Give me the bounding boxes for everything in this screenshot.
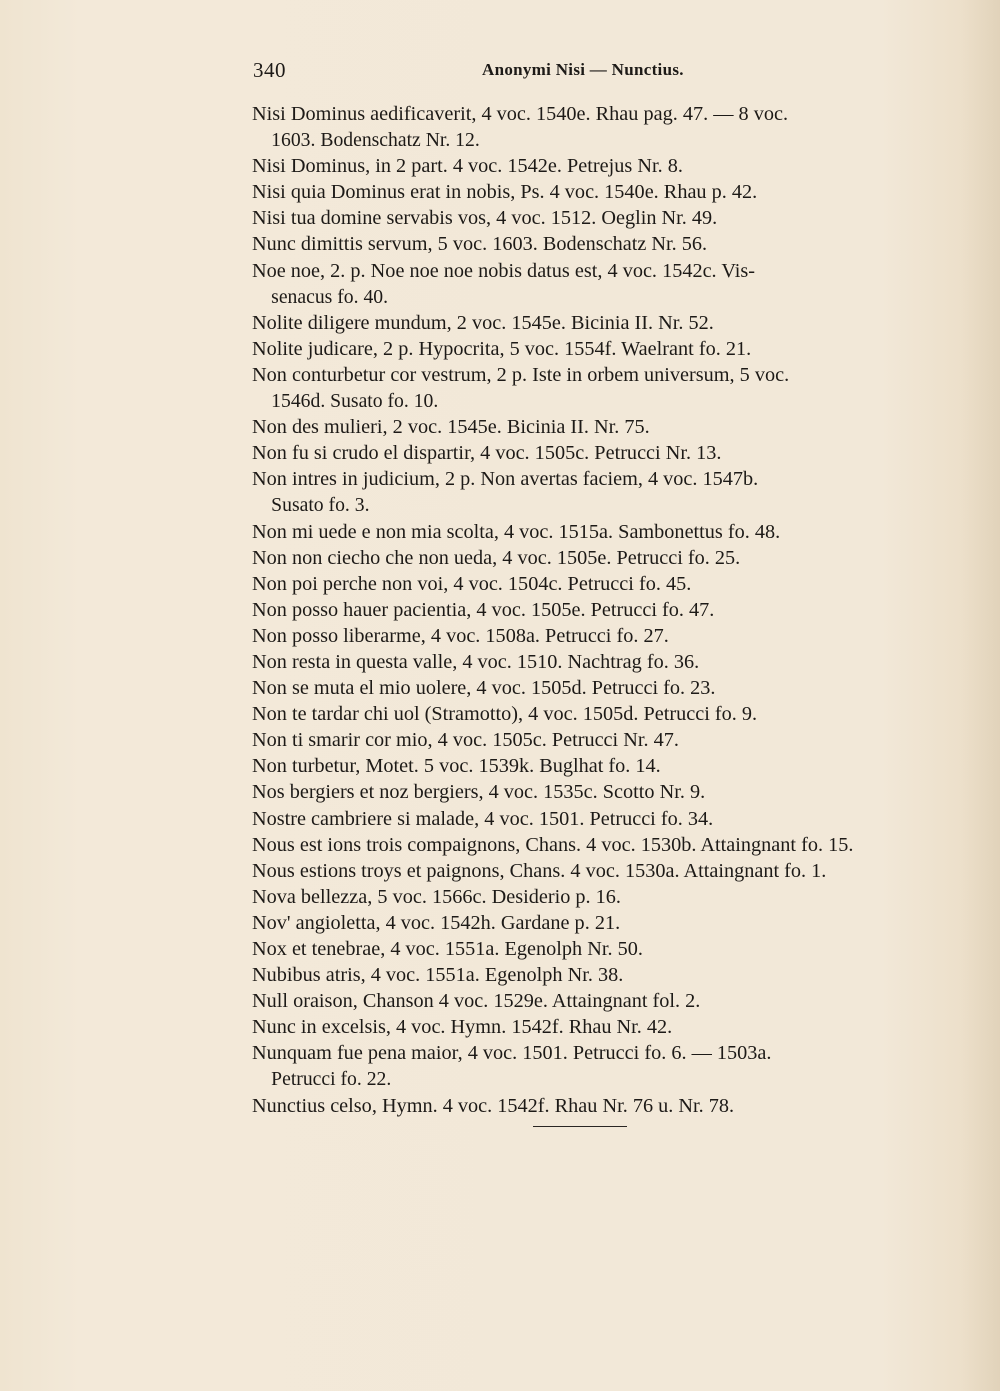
entry-line: Non mi uede e non mia scolta, 4 voc. 1515a. Sambonettus fo. 48. xyxy=(252,520,781,543)
entry-line: Nova bellezza, 5 voc. 1566c. Desiderio p. 16. xyxy=(252,885,621,908)
entry-line: Non turbetur, Motet. 5 voc. 1539k. Buglhat fo. 14. xyxy=(252,755,661,778)
catalog-entry xyxy=(252,440,932,466)
catalog-entry xyxy=(252,179,932,205)
catalog-entry xyxy=(252,779,932,805)
running-title: Anonymi Nisi — Nunctius. xyxy=(482,60,684,79)
entry-continuation-line: 1603. Bodenschatz Nr. 12. xyxy=(271,129,480,152)
entry-continuation-line: senacus fo. 40. xyxy=(271,285,389,308)
catalog-entry xyxy=(252,310,932,336)
catalog-entry xyxy=(252,466,932,518)
entry-line: Nolite judicare, 2 p. Hypocrita, 5 voc. 1554f. Waelrant fo. 21. xyxy=(252,337,752,360)
page-number: 340 xyxy=(253,58,286,82)
entry-line: Non posso liberarme, 4 voc. 1508a. Petrucci fo. 27. xyxy=(252,624,669,647)
catalog-entry xyxy=(252,362,932,414)
entry-line: Nisi quia Dominus erat in nobis, Ps. 4 voc. 1540e. Rhau p. 42. xyxy=(252,181,758,204)
entry-line: Non conturbetur cor vestrum, 2 p. Iste in orbem universum, 5 voc. xyxy=(252,363,790,386)
entry-line: Non ti smarir cor mio, 4 voc. 1505c. Petrucci Nr. 47. xyxy=(252,729,679,752)
catalog-entry xyxy=(252,884,932,910)
catalog-entry xyxy=(252,936,932,962)
entry-line: Non non ciecho che non ueda, 4 voc. 1505e. Petrucci fo. 25. xyxy=(252,546,741,569)
page-edge-shadow xyxy=(960,0,1000,1391)
catalog-entry xyxy=(252,623,932,649)
catalog-entry xyxy=(252,231,932,257)
catalog-entry xyxy=(252,910,932,936)
entry-line: Non resta in questa valle, 4 voc. 1510. Nachtrag fo. 36. xyxy=(252,650,700,673)
catalog-entry xyxy=(252,649,932,675)
entry-line: Nous est ions trois compaignons, Chans. 4 voc. 1530b. Attaingnant fo. 15. xyxy=(252,833,854,856)
entry-line: Nubibus atris, 4 voc. 1551a. Egenolph Nr. 38. xyxy=(252,964,624,987)
entry-line: Non posso hauer pacientia, 4 voc. 1505e. Petrucci fo. 47. xyxy=(252,598,715,621)
catalog-entry xyxy=(252,962,932,988)
entry-line: Nox et tenebrae, 4 voc. 1551a. Egenolph Nr. 50. xyxy=(252,938,643,960)
entry-line: Nous estions troys et paignons, Chans. 4 voc. 1530a. Attaingnant fo. 1. xyxy=(252,859,827,882)
entry-continuation-line: 1546d. Susato fo. 10. xyxy=(271,390,439,413)
entry-line: Nunquam fue pena maior, 4 voc. 1501. Petrucci fo. 6. — 1503a. xyxy=(252,1042,772,1065)
entry-line: Noe noe, 2. p. Noe noe noe nobis datus est, 4 voc. 1542c. Vis- xyxy=(252,259,756,282)
catalog-entry xyxy=(252,597,932,623)
catalog-entry xyxy=(252,675,932,701)
catalog-entry xyxy=(252,414,932,440)
catalog-entry xyxy=(252,701,932,727)
entry-line: Non te tardar chi uol (Stramotto), 4 voc. 1505d. Petrucci fo. 9. xyxy=(252,703,758,726)
catalog-entry xyxy=(252,753,932,779)
catalog-entry xyxy=(252,153,932,179)
catalog-entry xyxy=(252,727,932,753)
entry-line: Nisi Dominus aedificaverit, 4 voc. 1540e. Rhau pag. 47. — 8 voc. xyxy=(252,103,789,125)
entry-line: Non fu si crudo el dispartir, 4 voc. 1505c. Petrucci Nr. 13. xyxy=(252,442,722,465)
entry-line: Nunc in excelsis, 4 voc. Hymn. 1542f. Rhau Nr. 42. xyxy=(252,1016,673,1039)
entry-line: Nolite diligere mundum, 2 voc. 1545e. Bicinia II. Nr. 52. xyxy=(252,311,714,334)
catalog-entry xyxy=(252,545,932,571)
catalog-entry xyxy=(252,519,932,545)
entry-line: Non des mulieri, 2 voc. 1545e. Bicinia II. Nr. 75. xyxy=(252,416,650,439)
entry-line: Nov' angioletta, 4 voc. 1542h. Gardane p. 21. xyxy=(252,911,621,934)
entry-line: Non intres in judicium, 2 p. Non avertas faciem, 4 voc. 1547b. xyxy=(252,468,759,491)
entry-continuation-line: Petrucci fo. 22. xyxy=(271,1068,392,1091)
entry-line: Nunc dimittis servum, 5 voc. 1603. Bodenschatz Nr. 56. xyxy=(252,233,708,256)
entry-line: Non poi perche non voi, 4 voc. 1504c. Petrucci fo. 45. xyxy=(252,572,692,595)
catalog-entry xyxy=(252,1040,932,1092)
page-header xyxy=(253,58,923,88)
catalog-entry xyxy=(252,806,932,832)
entry-line: Nisi tua domine servabis vos, 4 voc. 1512. Oeglin Nr. 49. xyxy=(252,207,718,230)
catalog-entries xyxy=(252,101,932,1119)
catalog-entry xyxy=(252,205,932,231)
entry-line: Nunctius celso, Hymn. 4 voc. 1542f. Rhau Nr. 76 u. Nr. 78. xyxy=(252,1094,735,1117)
entry-continuation-line: Susato fo. 3. xyxy=(271,494,370,517)
entry-line: Nostre cambriere si malade, 4 voc. 1501. Petrucci fo. 34. xyxy=(252,807,714,830)
entry-line: Non se muta el mio uolere, 4 voc. 1505d. Petrucci fo. 23. xyxy=(252,677,716,700)
catalog-entry xyxy=(252,258,932,310)
entry-line: Nos bergiers et noz bergiers, 4 voc. 1535c. Scotto Nr. 9. xyxy=(252,781,706,804)
entry-line: Null oraison, Chanson 4 voc. 1529e. Attaingnant fol. 2. xyxy=(252,990,701,1013)
catalog-entry xyxy=(252,832,932,858)
end-rule xyxy=(533,1126,627,1127)
entry-line: Nisi Dominus, in 2 part. 4 voc. 1542e. Petrejus Nr. 8. xyxy=(252,155,683,178)
catalog-entry xyxy=(252,858,932,884)
catalog-entry xyxy=(252,1014,932,1040)
catalog-entry xyxy=(252,101,932,153)
catalog-entry xyxy=(252,1093,932,1119)
catalog-entry xyxy=(252,336,932,362)
catalog-entry xyxy=(252,988,932,1014)
catalog-entry xyxy=(252,571,932,597)
